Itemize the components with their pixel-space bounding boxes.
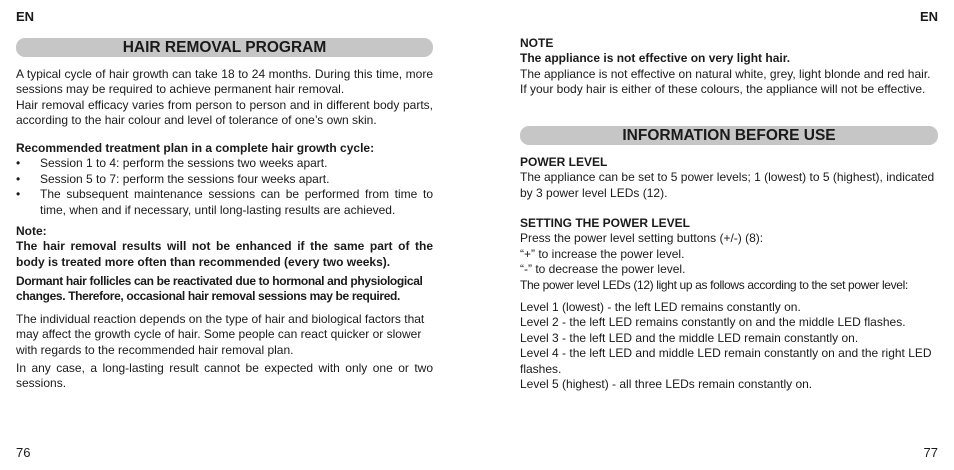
setting-line: “-” to decrease the power level. [520,262,686,277]
intro-paragraph: Hair removal efficacy varies from person to person and in different body parts, according to the hair colour and level of tolerance of one’s own skin. [16,97,433,128]
intro-paragraph: A typical cycle of hair growth can take 18 to 24 months. During this time, more sessions may be required to achieve permanent hair removal. [16,67,433,97]
treatment-plan [16,141,433,218]
list-item-text: Session 1 to 4: perform the sessions two weeks apart. [40,156,328,171]
bullet-icon: • [16,156,21,171]
bullet-icon: • [16,171,21,186]
list-item [16,187,433,218]
level-item: Level 4 - the left LED and middle LED remain constantly on and the right LED flashes. [520,346,932,376]
setting-heading: SETTING THE POWER LEVEL [520,216,691,230]
note-block [520,36,938,98]
note-line: The appliance is not effective on natural white, grey, light blonde and red hair. [520,66,931,81]
list-item [16,172,433,187]
note-label: Note: [16,224,47,238]
setting-line: “+” to increase the power level. [520,246,685,261]
note-line: If your body hair is either of these colours, the appliance will not be effective. [520,82,926,97]
section-title-hair-removal-program: HAIR REMOVAL PROGRAM [16,38,433,57]
setting-line: Press the power level setting buttons (+/-) (8): [520,231,764,246]
power-level-text: The appliance can be set to 5 power levels; 1 (lowest) to 5 (highest), indicated by 3 power level LEDs (12). [520,170,935,200]
list-item-text: Session 5 to 7: perform the sessions four weeks apart. [40,171,330,186]
bullet-icon: • [16,187,21,202]
note-label: NOTE [520,36,554,50]
language-label: EN [919,9,938,24]
page-number: 77 [923,445,938,460]
dormant-follicles-text: Dormant hair follicles can be reactivated due to hormonal and physiological changes. Therefore, occasional hair removal sessions may be required. [16,274,423,304]
note-block [16,224,433,270]
level-item: Level 1 (lowest) - the left LED remains constantly on. [520,300,801,314]
plan-heading: Recommended treatment plan in a complete hair growth cycle: [16,141,375,155]
individual-reaction-text: The individual reaction depends on the type of hair and biological factors that may affect the growth cycle of hair. Some people can react quicker or slower with regards to the recommended hair removal plan. [16,312,425,357]
power-level-heading: POWER LEVEL [520,155,608,169]
setting-line: The power level LEDs (12) light up as follows according to the set power level: [520,277,908,292]
right-page [477,0,954,470]
plan-list [16,156,433,218]
section-title-information-before-use: INFORMATION BEFORE USE [520,126,938,145]
list-item-text: The subsequent maintenance sessions can be performed from time to time, when and if necessary, until long-lasting results are achieved. [40,187,433,217]
level-item: Level 5 (highest) - all three LEDs remain constantly on. [520,377,813,392]
note-text: The hair removal results will not be enhanced if the same part of the body is treated more often than recommended (every two weeks). [16,239,433,269]
level-item: Level 3 - the left LED and the middle LED remain constantly on. [520,330,859,345]
power-level-section [520,155,938,201]
list-item [16,156,433,171]
long-lasting-text: In any case, a long-lasting result cannot be expected with only one or two sessions. [16,361,433,391]
note-bold-text: The appliance is not effective on very light hair. [520,51,791,66]
level-item: Level 2 - the left LED remains constantly on and the middle LED flashes. [520,315,906,330]
page-number: 76 [16,445,31,460]
level-list [520,300,938,392]
setting-power-level-section [520,216,938,293]
intro-text [16,67,433,129]
language-label: EN [16,9,35,24]
